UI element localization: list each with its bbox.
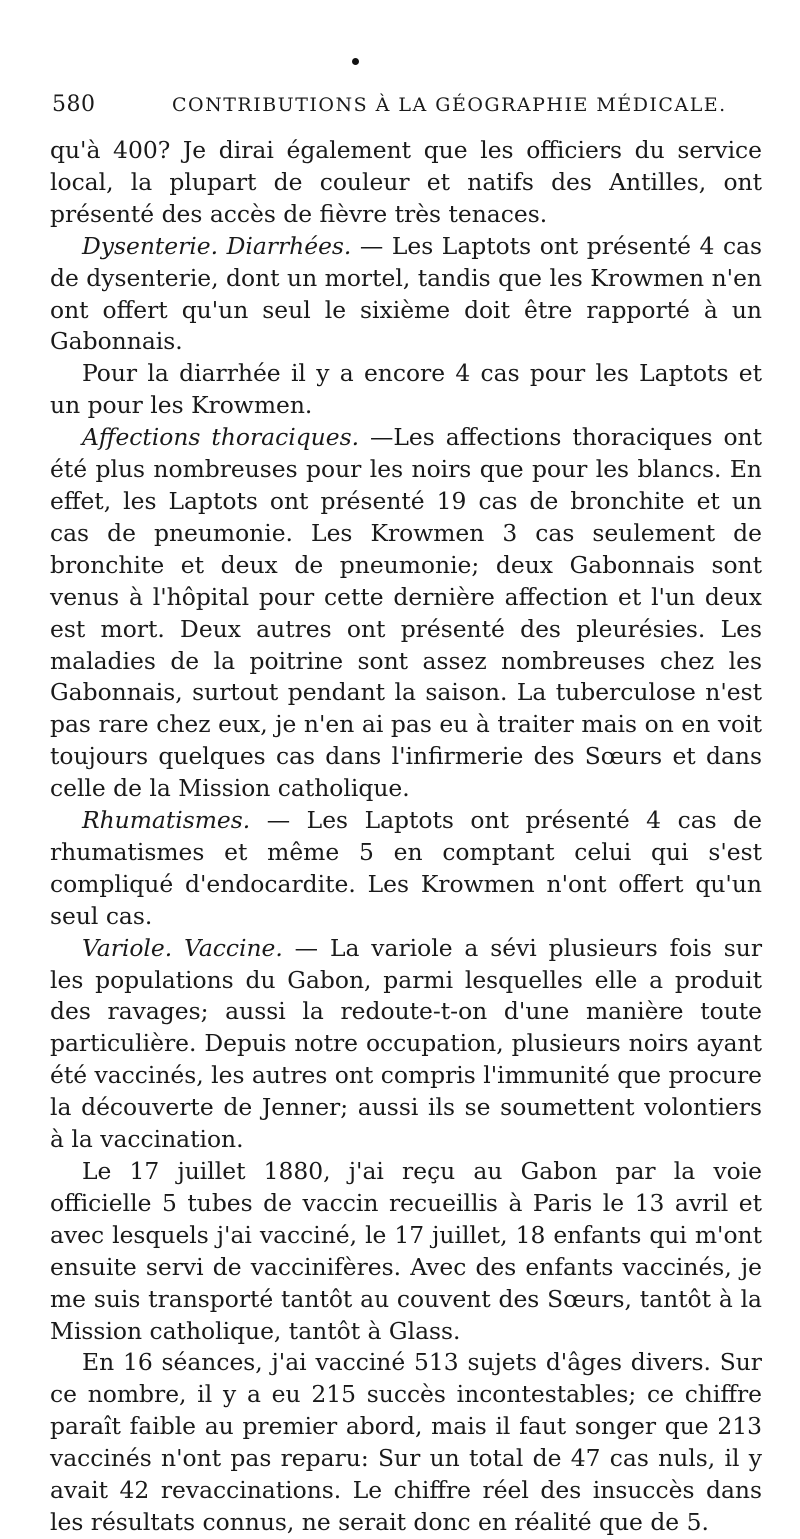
paragraph-vaccination-results [50, 1347, 762, 1538]
paragraph-text: Le 17 juillet 1880, j'ai reçu au Gabon par la voie officielle 5 tubes de vaccin recueillis à Paris le 13 avril et avec lesquels j'ai vacciné, le 17 juillet, 18 enfants qui m'ont ensuite servi de vaccinifères. Avec des enfants vaccinés, je me suis transporté tantôt au couvent des Sœurs, tantôt à la Mission catholique, tantôt à Glass. [50, 1157, 762, 1345]
body-text [50, 135, 762, 1539]
running-title: CONTRIBUTIONS À LA GÉOGRAPHIE MÉDICALE. [172, 94, 727, 116]
paragraph-rheumatism [50, 805, 762, 933]
section-heading: Variole. Vaccine. [82, 933, 283, 962]
paragraph-text: qu'à 400? Je dirai également que les officiers du service local, la plupart de couleur et natifs des Antilles, ont présenté des accès de fièvre très tenaces. [50, 136, 762, 228]
page-header [52, 92, 752, 124]
paragraph-text: — Les Laptots ont présenté 4 cas de rhumatismes et même 5 en comptant celui qui s'est compliqué d'endocardite. Les Krowmen n'ont offert qu'un seul cas. [50, 806, 762, 930]
paragraph-diarrhea [50, 358, 762, 422]
paragraph-text: — La variole a sévi plusieurs fois sur les populations du Gabon, parmi lesquelles elle a produit des ravages; aussi la redoute-t-on d'une manière toute particulière. Depuis notre occupation, plusieurs noirs ayant été vaccinés, les autres ont compris l'immunité que procure la découverte de Jenner; aussi ils se soumettent volontiers à la vaccination. [50, 933, 763, 1154]
page-number: 580 [52, 92, 96, 117]
paragraph-fever-continuation [50, 135, 762, 231]
section-heading: Rhumatismes. [82, 806, 251, 835]
paragraph-thoracic [50, 422, 762, 805]
paragraph-text: En 16 séances, j'ai vacciné 513 sujets d'âges divers. Sur ce nombre, il y a eu 215 succès incontestables; ce chiffre paraît faible au premier abord, mais il faut songer que 213 vaccinés n'ont pas reparu: Sur un total de 47 cas nuls, il y avait 42 revaccinations. Le chiffre réel des insuccès dans les résultats connus, ne serait donc en réalité que de 5. [50, 1348, 762, 1536]
paragraph-dysentery [50, 231, 762, 359]
paragraph-text: —Les affections thoraciques ont été plus nombreuses pour les noirs que pour les blancs. En effet, les Laptots ont présenté 19 cas de bronchite et un cas de pneumonie. Les Krowmen 3 cas seulement de bronchite et deux de pneumonie; deux Gabonnais sont venus à l'hôpital pour cette dernière affection et l'un deux est mort. Deux autres ont présenté des pleurésies. Les maladies de la poitrine sont assez nombreuses chez les Gabonnais, surtout pendant la saison. La tuberculose n'est pas rare chez eux, je n'en ai pas eu à traiter mais on en voit toujours quelques cas dans l'infirmerie des Sœurs et dans celle de la Mission catholique. [50, 423, 762, 803]
section-heading: Dysenterie. Diarrhées. [82, 231, 352, 260]
paragraph-text: — Les Laptots ont présenté 4 cas de dysenterie, dont un mortel, tandis que les Krowmen n'en ont offert qu'un seul le sixième doit être rapporté à un Gabonnais. [50, 231, 763, 356]
paragraph-vaccine-receipt [50, 1156, 762, 1347]
paragraph-text: Pour la diarrhée il y a encore 4 cas pour les Laptots et un pour les Krowmen. [50, 359, 762, 420]
section-heading: Affections thoraciques. [82, 423, 360, 452]
paragraph-smallpox [50, 933, 762, 1156]
page-mark [352, 58, 359, 65]
